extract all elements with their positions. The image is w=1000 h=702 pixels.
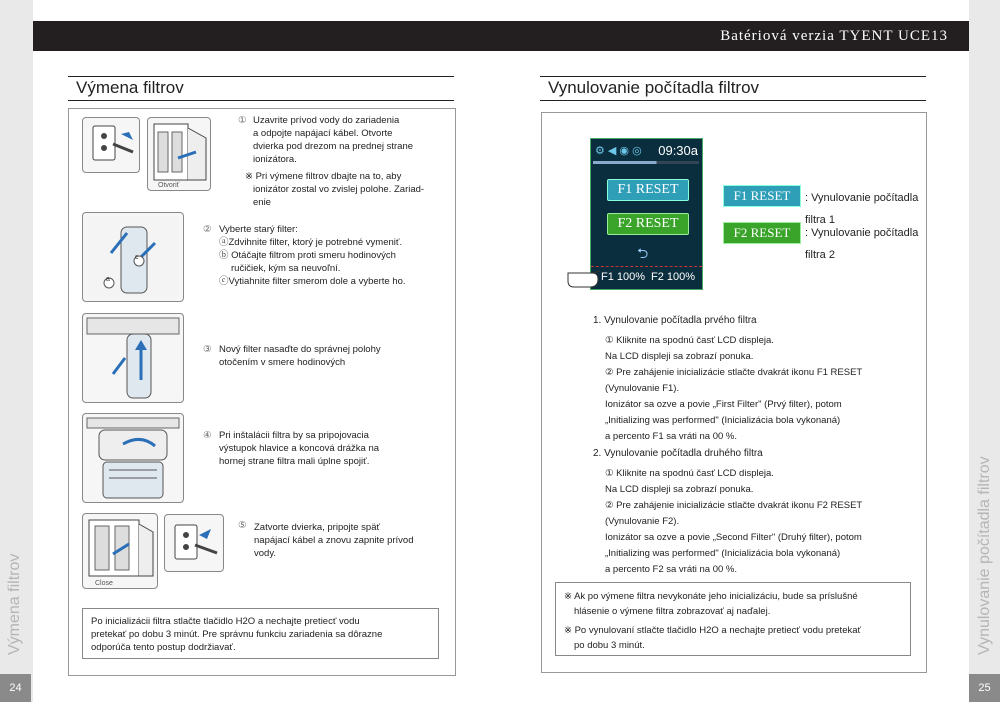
label-a: a [106,276,110,283]
left-note-box [82,608,439,659]
legend-f2-line: : Vynulovanie počítadla [805,227,919,239]
step1-line: ionizátora. [253,154,297,165]
step2-line: ručičiek, kým sa neuvoľní. [231,263,341,274]
step1-note-line: enie [253,197,271,208]
step2-text [203,223,443,287]
left-note-line: pretekať po dobu 3 minút. Pre správnu funkciu zariadenia sa dôrazne [91,629,383,640]
legend-f2-reset-button: F2 RESET [723,222,801,244]
header-title: Batériová verzia TYENT UCE13 [720,28,948,44]
step4-line: výstupok hlavice a koncová drážka na [219,443,380,454]
step1-note-line: ionizátor zostal vo zvislej polohe. Zariad- [253,184,425,195]
section2-line: Ionizátor sa ozve a povie „Second Filter" (Druhý filter), potom [605,532,862,543]
filter-removal-image [82,212,184,302]
step4-text [203,429,443,467]
filter-connection-image [82,413,184,503]
right-page-title: Vynulovanie počítadla filtrov [548,78,760,97]
right-note-line: ※ Po vynulovaní stlačte tlačidlo H2O a nechajte pretiecť vodu pretekať [564,625,862,636]
lcd-f2-status: F2 100% [651,271,696,283]
pointing-hand-icon [566,265,602,291]
lcd-status-icons: ⚙ ◀ ◉ ◎ [595,145,642,157]
section1-line: ② Pre zahájenie inicializácie stlačte dvakrát ikonu F1 RESET [605,367,863,378]
left-side-label: Výmena filtrov [6,553,23,655]
step1-line: Uzavrite prívod vody do zariadenia [253,115,400,126]
page-number-right: 25 [969,674,1000,702]
open-label: Otvoriť [158,182,180,189]
step5-number: ⑤ [238,520,247,531]
step5-text [238,519,434,559]
close-door-image [82,513,158,589]
legend-f1-reset-button: F1 RESET [723,185,801,207]
right-title-rule [540,100,926,101]
step1-line: a odpojte napájací kábel. Otvorte [253,128,393,139]
lcd-display [590,138,703,290]
section1-body [605,333,905,445]
left-note-line: Po inicializácii filtra stlačte tlačidlo H2O a nechajte pretiecť vodu [91,616,360,627]
legend-f2-text [805,222,923,266]
section2-line: a percento F2 sa vráti na 00 %. [605,564,738,575]
filter-insert-image [82,313,184,403]
section1-line: „Initializing was performed" (Inicializácia bola vykonaná) [605,415,841,426]
step3-number: ③ [203,344,212,355]
step2-line: ⓐZdvihnite filter, ktorý je potrebné vymeniť. [219,237,403,248]
right-note-line: po dobu 3 minút. [574,640,645,651]
label-c: c [135,254,139,261]
step5-line: Zatvorte dvierka, pripojte späť [254,522,381,533]
section2-line: ② Pre zahájenie inicializácie stlačte dvakrát ikonu F2 RESET [605,500,863,511]
step3-text [203,343,443,368]
section1-line: Ionizátor sa ozve a povie „First Filter" (Prvý filter), potom [605,399,842,410]
right-note-line: hlásenie o výmene filtra zobrazovať aj naďalej. [574,606,771,617]
right-side-label: Vynulovanie počítadla filtrov [976,456,993,655]
section1-line: Na LCD displeji sa zobrazí ponuka. [605,351,754,362]
legend-f1-line: filtra 1 [805,214,835,226]
section1-line: (Vynulovanie F1). [605,383,680,394]
step1-number: ① [238,115,247,126]
section1-heading: 1. Vynulovanie počítadla prvého filtra [593,315,757,326]
right-note-box [555,582,911,656]
step2-line: Vyberte starý filter: [219,224,298,235]
section2-line: Na LCD displeji sa zobrazí ponuka. [605,484,754,495]
step2-number: ② [203,224,212,235]
step2-line: ⓒVytiahnite filter smerom dole a vyberte ho. [219,276,406,287]
step1-line: dvierka pod drezom na prednej strane [253,141,414,152]
left-note-line: odporúča tento postup dodržiavať. [91,642,236,653]
left-title-rule [68,100,454,101]
legend-f2-line: filtra 2 [805,249,835,261]
socket-image [82,117,140,173]
page-number-left: 24 [0,674,31,702]
step4-line: Pri inštalácii filtra by sa pripojovacia [219,430,369,441]
section2-heading: 2. Vynulovanie počítadla druhého filtra [593,448,763,459]
lcd-status-strip[interactable] [591,266,702,289]
plug-socket-image [164,514,224,572]
lcd-time: 09:30a [658,143,698,158]
step5-line: napájací kábel a znovu zapnite prívod [254,535,414,546]
back-icon[interactable]: ⮌ [637,245,649,261]
section2-line: „Initializing was performed" (Inicializácia bola vykonaná) [605,548,841,559]
open-door-image [147,117,211,191]
lcd-progress [593,161,699,164]
right-top-rule [540,76,926,77]
close-label: Close [95,580,113,587]
section2-line: (Vynulovanie F2). [605,516,680,527]
lcd-f1-status: F1 100% [601,271,646,283]
left-page-title: Výmena filtrov [76,78,184,97]
step3-line: Nový filter nasaďte do správnej polohy [219,344,381,355]
step3-line: otočením v smere hodinových [219,357,346,368]
step5-line: vody. [254,548,277,559]
lcd-f1-reset-button[interactable]: F1 RESET [607,179,689,201]
step4-line: hornej strane filtra mali úplne spojiť. [219,456,370,467]
step1-text [238,114,438,208]
lcd-f2-reset-button[interactable]: F2 RESET [607,213,689,235]
right-note-line: ※ Ak po výmene filtra nevykonáte jeho inicializáciu, bude sa príslušné [564,591,858,602]
section1-line: ① Kliknite na spodnú časť LCD displeja. [605,335,774,346]
step1-note-line: ※ Pri výmene filtrov dbajte na to, aby [245,171,402,182]
step4-number: ④ [203,430,212,441]
section2-line: ① Kliknite na spodnú časť LCD displeja. [605,468,774,479]
left-top-rule [68,76,454,77]
section1-line: a percento F1 sa vráti na 00 %. [605,431,738,442]
section2-body [605,466,905,578]
legend-f1-line: : Vynulovanie počítadla [805,192,919,204]
step2-line: ⓑ Otáčajte filtrom proti smeru hodinových [219,250,396,261]
